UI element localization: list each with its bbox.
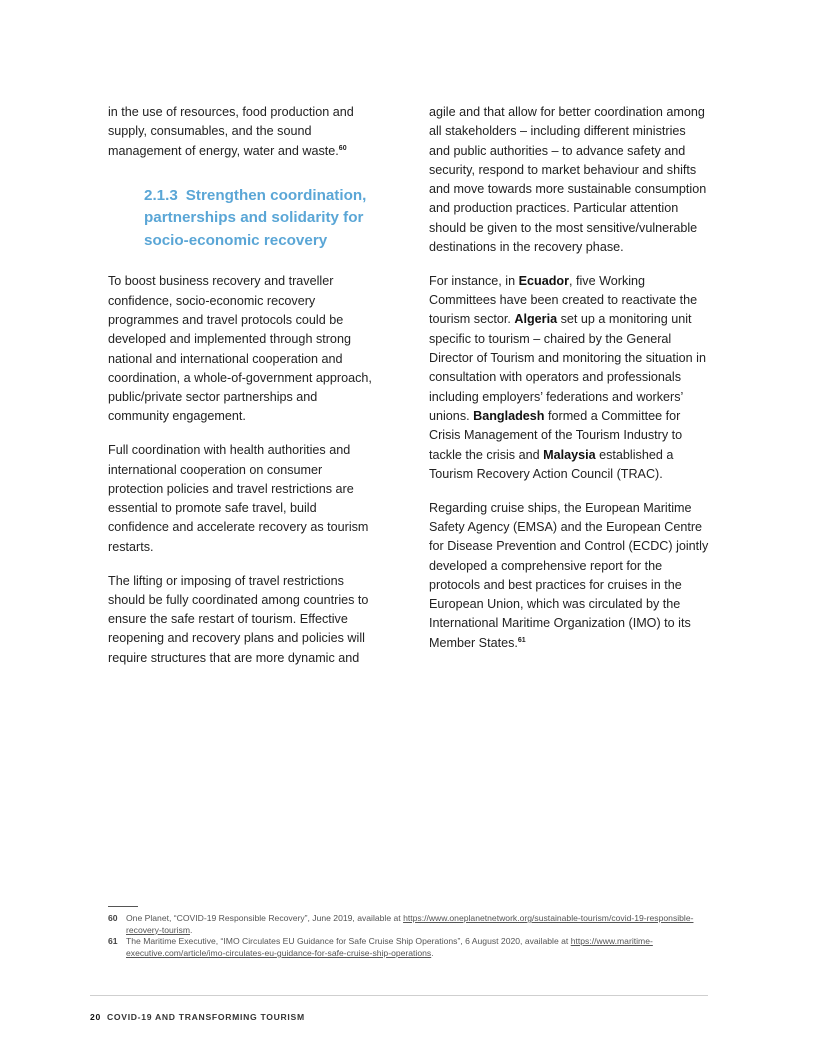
footer-title: COVID-19 AND TRANSFORMING TOURISM: [106, 1012, 305, 1022]
country-malaysia: Malaysia: [543, 447, 596, 462]
intro-paragraph: in the use of resources, food production and supply, consumables, and the sound management of energy, water and waste.$^{60}$: [108, 105, 354, 158]
footnote-link[interactable]: https://www.maritime-executive.com/article/imo-circulates-eu-guidance-for-safe-cruise-ship-operations: [126, 936, 653, 958]
section-heading: [144, 185, 380, 253]
paragraph: agile and that allow for better coordination among all stakeholders – including different ministries and public authorities – to advance safety and security, respond to market behaviour and shifts and move towards more sustainable consumption and production practices. Particular attention should be given to the most sensitive/vulnerable destinations in the recovery phase.: [429, 105, 707, 255]
section-number: 2.1.3: [144, 186, 178, 204]
page-footer: [90, 1012, 305, 1022]
paragraph: To boost business recovery and traveller confidence, socio-economic recovery programmes and travel protocols could be developed and implemented through strong national and international cooperation and coordination, a whole-of-government approach, public/private sector partnerships and community engagement.: [108, 274, 372, 424]
section-title: Strengthen coordination, partnerships and solidarity for socio-economic recovery: [144, 186, 367, 249]
footnote-ref-60[interactable]: 60: [338, 144, 347, 152]
footnotes: [108, 913, 708, 959]
footnote-60: 60 One Planet, “COVID-19 Responsible Recovery”, June 2019, available at https://www.oneplanetnetwork.org/sustainable-tourism/covid-19-responsible-recovery-tourism.: [108, 913, 694, 935]
footnote-number: 61: [108, 936, 118, 947]
right-column: [429, 103, 709, 668]
page-number: 20: [90, 1012, 101, 1022]
country-algeria: Algeria: [514, 312, 558, 327]
country-ecuador: Ecuador: [518, 273, 569, 288]
paragraph: Full coordination with health authorities and international cooperation on consumer protection policies and travel restrictions are essential to promote safe travel, build confidence and accelerate recovery as tourism restarts.: [108, 443, 369, 554]
country-examples-paragraph: For instance, in Ecuador, five Working Committees have been created to reactivate the tourism sector. Algeria set up a monitoring unit specific to tourism – chaired by the General Director of Tourism and monitoring the situation in consultation with operators and professionals including employers’ federations and workers’ unions. Bangladesh formed a Committee for Crisis Management of the Tourism Industry to tackle the crisis and Malaysia established a Tourism Recovery Action Council (TRAC).: [429, 273, 706, 481]
footer-divider: [90, 995, 708, 996]
paragraph: Regarding cruise ships, the European Maritime Safety Agency (EMSA) and the European Centre for Disease Prevention and Control (ECDC) jointly developed a comprehensive report for the protocols and best practices for cruises in the European Union, which was circulated by the International Maritime Organization (IMO) to its Member States.$^{61}$: [429, 500, 709, 650]
footnote-divider: [108, 906, 138, 907]
footnote-61: 61 The Maritime Executive, “IMO Circulates EU Guidance for Safe Cruise Ship Operations”, 6 August 2020, available at https://www.maritime-executive.com/article/imo-circulates-eu-guidance-for-safe-cruise-ship-operations.: [108, 936, 653, 958]
footnote-number: 60: [108, 913, 118, 923]
left-column: [108, 103, 380, 683]
country-bangladesh: Bangladesh: [473, 408, 545, 423]
footnote-link[interactable]: https://www.oneplanetnetwork.org/sustainable-tourism/covid-19-responsible-recovery-tourism: [126, 913, 694, 935]
paragraph: The lifting or imposing of travel restrictions should be fully coordinated among countries to ensure the safe restart of tourism. Effective reopening and recovery plans and policies will require structures that are more dynamic and: [108, 573, 369, 665]
footnote-ref-61[interactable]: 61: [517, 636, 526, 644]
